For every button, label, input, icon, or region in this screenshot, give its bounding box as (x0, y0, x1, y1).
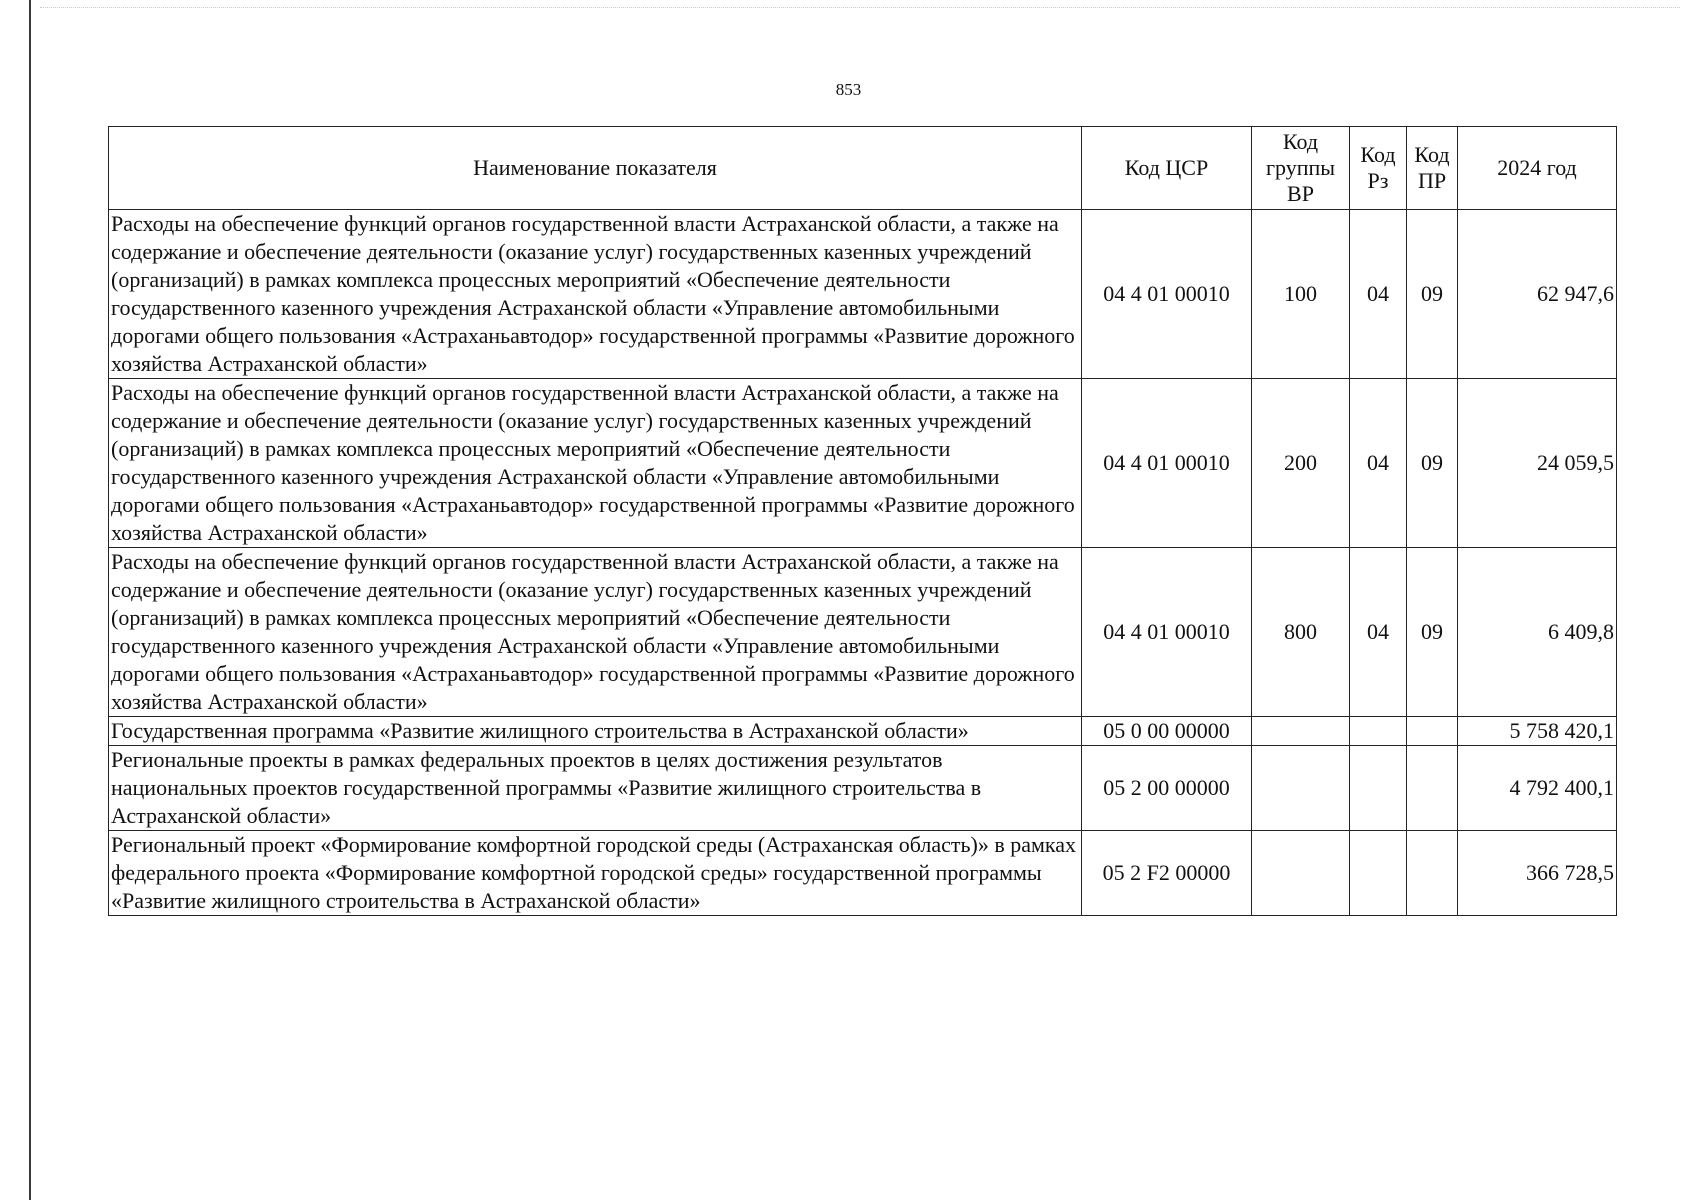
row-rz-cell: 04 (1350, 548, 1407, 717)
row-csr-cell: 05 0 00 00000 (1082, 717, 1252, 746)
table-row (109, 831, 1617, 916)
row-name-cell: Расходы на обеспечение функций органов государственной власти Астраханской области, а также на содержание и обеспечение деятельности (оказание услуг) государственных казенных учреждений (организаций) в рамках комплекса процессных мероприятий «Обеспечение деятельности государственного казенного учреждения Астраханской области «Управление автомобильными дорогами общего пользования «Астраханьавтодор» государственной программы «Развитие дорожного хозяйства Астраханской области» (109, 210, 1082, 379)
row-vr-cell (1252, 717, 1350, 746)
row-rz-cell (1350, 717, 1407, 746)
row-rz-cell: 04 (1350, 210, 1407, 379)
table-row (109, 746, 1617, 831)
row-pr-cell: 09 (1407, 379, 1458, 548)
row-vr-cell (1252, 831, 1350, 916)
row-amount-cell: 62 947,6 (1458, 210, 1617, 379)
header-year: 2024 год (1458, 127, 1617, 210)
row-pr-cell (1407, 746, 1458, 831)
table-header-row (109, 127, 1617, 210)
row-amount-cell: 24 059,5 (1458, 379, 1617, 548)
row-pr-cell: 09 (1407, 548, 1458, 717)
table-row (109, 210, 1617, 379)
row-vr-cell: 200 (1252, 379, 1350, 548)
header-vr: Код группы ВР (1252, 127, 1350, 210)
row-amount-cell: 366 728,5 (1458, 831, 1617, 916)
row-amount-cell: 6 409,8 (1458, 548, 1617, 717)
scan-left-edge-line (29, 0, 31, 1200)
scan-top-edge-line (40, 7, 1680, 9)
header-pr: Код ПР (1407, 127, 1458, 210)
row-csr-cell: 05 2 F2 00000 (1082, 831, 1252, 916)
row-vr-cell: 800 (1252, 548, 1350, 717)
row-csr-cell: 04 4 01 00010 (1082, 210, 1252, 379)
row-pr-cell (1407, 717, 1458, 746)
row-amount-cell: 4 792 400,1 (1458, 746, 1617, 831)
row-csr-cell: 04 4 01 00010 (1082, 379, 1252, 548)
table-row (109, 717, 1617, 746)
header-name: Наименование показателя (109, 127, 1082, 210)
budget-table (108, 126, 1617, 916)
row-name-cell: Расходы на обеспечение функций органов государственной власти Астраханской области, а также на содержание и обеспечение деятельности (оказание услуг) государственных казенных учреждений (организаций) в рамках комплекса процессных мероприятий «Обеспечение деятельности государственного казенного учреждения Астраханской области «Управление автомобильными дорогами общего пользования «Астраханьавтодор» государственной программы «Развитие дорожного хозяйства Астраханской области» (109, 548, 1082, 717)
row-name-cell: Государственная программа «Развитие жилищного строительства в Астраханской области» (109, 717, 1082, 746)
row-amount-cell: 5 758 420,1 (1458, 717, 1617, 746)
table-row (109, 379, 1617, 548)
header-rz: Код Рз (1350, 127, 1407, 210)
table-row (109, 548, 1617, 717)
row-name-cell: Региональные проекты в рамках федеральных проектов в целях достижения результатов национальных проектов государственной программы «Развитие жилищного строительства в Астраханской области» (109, 746, 1082, 831)
page-number: 853 (835, 80, 862, 99)
row-csr-cell: 05 2 00 00000 (1082, 746, 1252, 831)
row-csr-cell: 04 4 01 00010 (1082, 548, 1252, 717)
row-name-cell: Расходы на обеспечение функций органов государственной власти Астраханской области, а также на содержание и обеспечение деятельности (оказание услуг) государственных казенных учреждений (организаций) в рамках комплекса процессных мероприятий «Обеспечение деятельности государственного казенного учреждения Астраханской области «Управление автомобильными дорогами общего пользования «Астраханьавтодор» государственной программы «Развитие дорожного хозяйства Астраханской области» (109, 379, 1082, 548)
row-rz-cell: 04 (1350, 379, 1407, 548)
row-rz-cell (1350, 746, 1407, 831)
row-pr-cell (1407, 831, 1458, 916)
row-vr-cell (1252, 746, 1350, 831)
row-vr-cell: 100 (1252, 210, 1350, 379)
row-rz-cell (1350, 831, 1407, 916)
row-name-cell: Региональный проект «Формирование комфортной городской среды (Астраханская область)» в рамках федерального проекта «Формирование комфортной городской среды» государственной программы «Развитие жилищного строительства в Астраханской области» (109, 831, 1082, 916)
row-pr-cell: 09 (1407, 210, 1458, 379)
header-csr: Код ЦСР (1082, 127, 1252, 210)
